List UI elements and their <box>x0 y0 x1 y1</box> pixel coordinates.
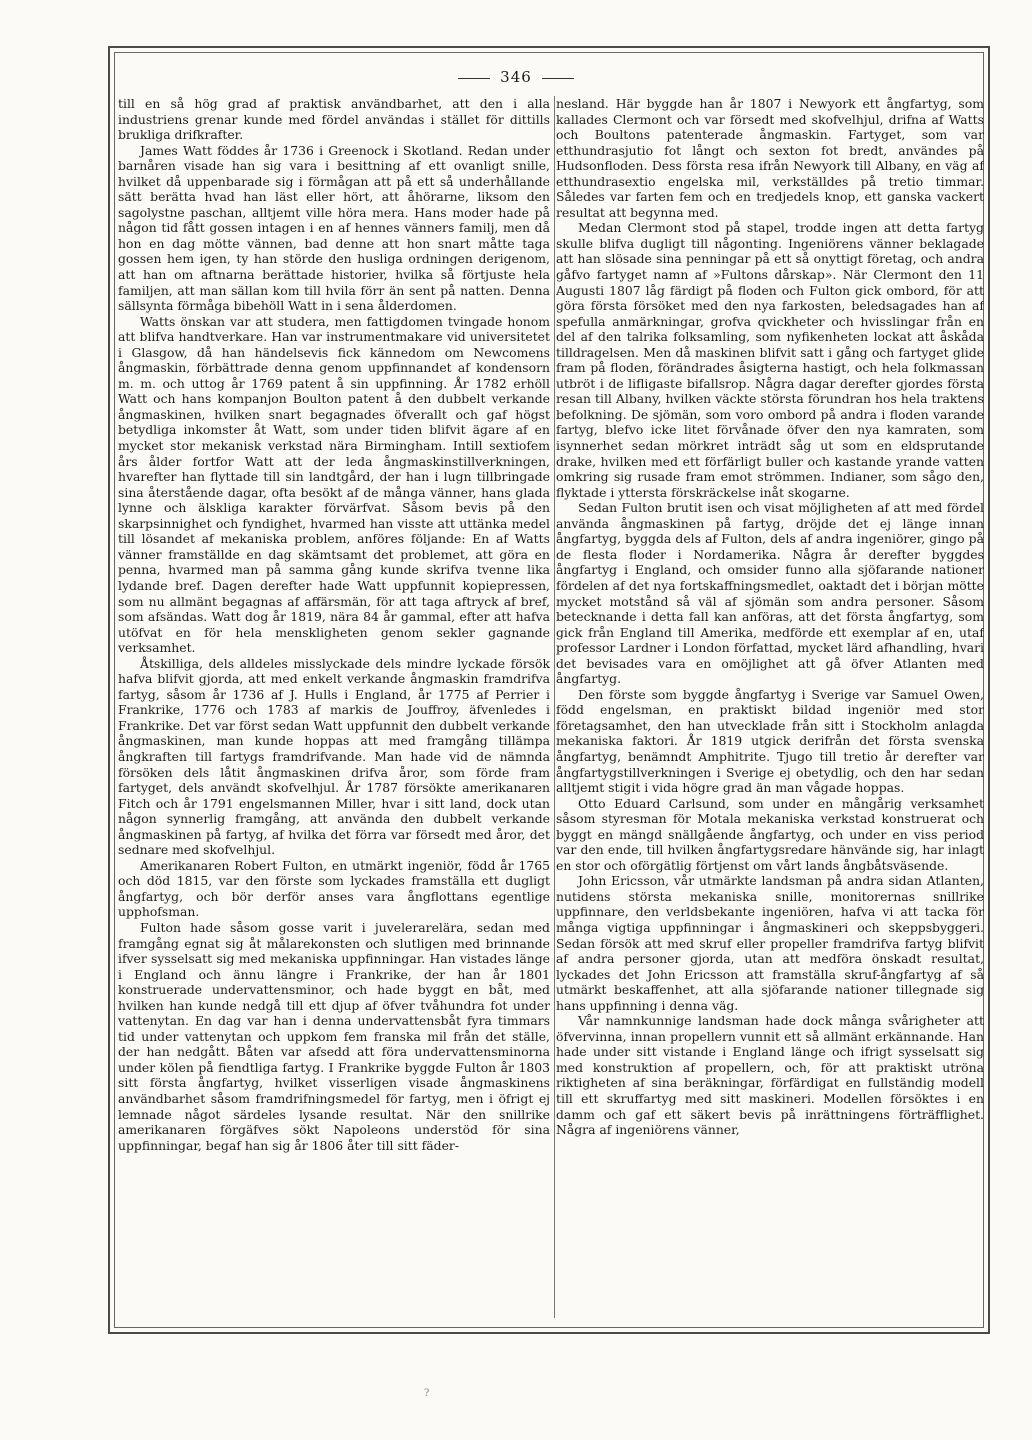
page-number <box>0 68 1032 86</box>
paragraph: Medan Clermont stod på stapel, trodde ingen att detta fartyg skulle blifva dugligt till någonting. Ingeniörens vänner beklagade att han slösade sina penningar på ett så onyttigt företag, och andra gåfvo fartyget namn af »Fultons dårskap». När Clermont den 11 Augusti 1807 låg färdigt på floden och Fulton gick ombord, för att göra första försöket med den nya farkosten, beledsagades han af spefulla anmärkningar, grofva qvickheter och hvisslingar från en del af den talrika folksamling, som nyfikenheten lockat att åskåda tilldragelsen. Men då maskinen blifvit satt i gång och fartyget glide fram på floden, förändrades åsigterna hastigt, och hela folkmassan utbröt i de lifligaste bifallsrop. Några dagar derefter gjordes första resan till Albany, hvilken väckte största förundran hos hela traktens befolkning. De sjömän, som voro ombord på andra i floden varande fartyg, blefvo icke litet förvånade öfver den nya kamraten, som isynnerhet sedan mörkret inträdt såg ut som en eldsprutande drake, hvilken med ett förfärligt buller och kastande yrande vatten omkring sig rusade fram emot strömmen. Indianer, som sågo den, flyktade i yttersta förskräckelse inåt skogarne. <box>556 220 984 500</box>
paragraph: James Watt föddes år 1736 i Greenock i Skotland. Redan under barnåren visade han sig vara i besittning af ett ovanligt snille, hvilket då uppenbarade sig i förmågan att på ett så underhållande sätt berätta hvad han läst eller hört, att åhörarne, liksom den sagolystne paschan, alltjemt ville höra mera. Hans moder hade på någon tid fått gossen intagen i en af hennes vänners familj, men då hon en dag mötte vännen, bad denne att hon snart måtte taga gossen hem igen, ty han störde den husliga ordningen derigenom, att han om aftnarna berättade historier, hvilka så förtjuste hela familjen, att man sällan kom till hvila förr än sent på natten. Denna sällsynta förmåga bibehöll Watt in i sena ålderdomen. <box>118 142 550 314</box>
footer-mark: ? <box>424 1388 430 1399</box>
dash-right <box>542 78 574 79</box>
paragraph: Vår namnkunnige landsman hade dock många svårigheter att öfvervinna, innan propellern vunnit ett så allmänt erkännande. Han hade under sitt vistande i England länge och ifrigt sysselsatt sig med konstruktion af propellern, och, för att praktiskt utröna riktigheten af sina beräkningar, förfärdigat en fullständig modell till ett skruffartyg med sitt maskineri. Modellen försöktes i en damm och gaf ett säkert bevis på inrättningens förträfflighet. Några af ingeniörens vänner, <box>556 1013 984 1138</box>
dash-left <box>458 78 490 79</box>
paragraph: John Ericsson, vår utmärkte landsman på andra sidan Atlanten, nutidens största mekaniska snille, monitorernas snillrike uppfinnare, den verldsbekante ingeniören, hafva vi att tacka för många vigtiga uppfinningar i ångmaskineri och skeppsbyggeri. Sedan försök att med skruf eller propeller framdrifva fartyg blifvit af andra personer gjorda, utan att medföra önskadt resultat, lyckades det John Ericsson att framställa skruf-ångfartyg af så utmärkt beskaffenhet, att alla sjöfarande nationer tillegnade sig hans uppfinning i denna väg. <box>556 873 984 1013</box>
paragraph: Watts önskan var att studera, men fattigdomen tvingade honom att blifva handtverkare. Han var instrumentmakare vid universitetet i Glasgow, då han händelsevis fick kännedom om Newcomens ångmaskin, förbättrade denna genom uppfinnandet af kondensorn m. m. och uttog år 1769 patent å sin uppfinning. År 1782 erhöll Watt och hans kompanjon Boulton patent å den dubbelt verkande ångmaskinen, hvilken snart begagnades öfverallt och gaf högst betydliga inkomster åt Watt, som under tiden blifvit ägare af en mycket stor mekanisk verkstad nära Birmingham. Intill sextiofem års ålder fortfor Watt att der leda ångmaskinstillverkningen, hvarefter han flyttade till sin landtgård, der han i lugn tillbringade sina återstående dagar, ofta besökt af de många vänner, hans glada lynne och älskliga karakter förvärfvat. Såsom bevis på den skarpsinnighet och fyndighet, hvarmed han visste att uttänka medel till lösandet af mekaniska problem, anföres följande: En af Watts vänner framställde en dag skämtsamt det problemet, att göra en penna, hvarmed man på samma gång kunde skrifva tvenne lika lydande bref. Dagen derefter hade Watt uppfunnit kopiepressen, som nu allmänt begagnas af affärsmän, för att taga aftryck af bref, som afsändas. Watt dog år 1819, nära 84 år gammal, efter att hafva utöfvat en för hela menskligheten genom sekler gagnande verksamhet. <box>118 313 550 656</box>
paragraph: Åtskilliga, dels alldeles misslyckade dels mindre lyckade försök hafva blifvit gjorda, att med enkelt verkande ångmaskin framdrifva fartyg, såsom år 1736 af J. Hulls i England, år 1775 af Perrier i Frankrike, 1776 och 1783 af markis de Jouffroy, äfvenledes i Frankrike. Det var först sedan Watt uppfunnit den dubbelt verkande ångmaskinen, man kunde hoppas att med framgång tillämpa ångkraften till fartygs framdrifvande. Man hade vid de nämnda försöken dels låtit ångmaskinen drifva åror, som förde fram fartyget, dels användt skofvelhjul. År 1787 försökte amerikanaren Fitch och år 1791 engelsmannen Miller, hvar i sitt land, dock utan någon synnerlig framgång, att använda den dubbelt verkande ångmaskinen på fartyg, af hvilka det förra var försedt med åror, det sednare med skofvelhjul. <box>118 655 550 858</box>
paragraph: nesland. Här byggde han år 1807 i Newyork ett ångfartyg, som kallades Clermont och var försedt med skofvelhjul, drifna af Watts och Boultons patenterade ångmaskin. Fartyget, som var etthundrasjutio fot långt och sexton fot bredt, användes på Hudsonfloden. Dess första resa ifrån Newyork till Albany, en väg af etthundrasextio engelska mil, verkställdes på tretio timmar. Således var farten fem och en tredjedels knop, ett ganska vackert resultat att begynna med. <box>556 96 984 220</box>
paragraph: till en så hög grad af praktisk användbarhet, att den i alla industriens grenar kunde med fördel användas i stället för dittills brukliga drifkrafter. <box>118 96 550 143</box>
page-number-text: 346 <box>500 68 532 86</box>
paragraph: Amerikanaren Robert Fulton, en utmärkt ingeniör, född år 1765 och död 1815, var den förste som lyckades framställa ett dugligt ångfartyg, och bör derför anses vara ångflottans egentlige upphofsman. <box>118 857 550 920</box>
right-column <box>556 96 984 1318</box>
paragraph: Fulton hade såsom gosse varit i juvelerarelära, sedan med framgång egnat sig åt målarekonsten och slutligen med brinnande ifver sysselsatt sig med mekaniska uppfinningar. Han vistades länge i England och ännu längre i Frankrike, der han år 1801 konstruerade undervattensminor, och hade byggt en båt, med hvilken han kunde nedgå till ett djup af öfver tvåhundra fot under vattenytan. En dag var han i denna undervattensbåt fyra timmars tid under vattenytan och uppkom fem franska mil från det ställe, der han nedgått. Båten var afsedd att föra undervattensminorna under kölen på fiendtliga fartyg. I Frankrike byggde Fulton år 1803 sitt första ångfartyg, hvilket visserligen visade ångmaskinens användbarhet såsom framdrifningsmedel för fartyg, men i öfrigt ej lemnade något särdeles lysande resultat. När den snillrike amerikanaren förgäfves sökt Napoleons understöd för sina uppfinningar, begaf han sig år 1806 åter till sitt fäder- <box>118 919 550 1153</box>
paragraph: Sedan Fulton brutit isen och visat möjligheten af att med fördel använda ångmaskinen på fartyg, dröjde det ej länge innan ångfartyg, byggda dels af Fulton, dels af andra ingeniörer, gingo på de flesta floder i Nordamerika. Några år derefter byggdes ångfartyg i England, och omsider funno alla sjöfarande nationer fördelen af det nya fortskaffningsmedlet, oaktadt det i början mötte mycket motstånd så väl af sjömän som andra personer. Såsom betecknande i detta fall kan anföras, att det första ångfartyg, som gick från England till Amerika, medförde ett exemplar af en, utaf professor Lardner i London författad, mycket lärd afhandling, hvari det bevisades vara en omöjlighet att gå öfver Atlanten med ångfartyg. <box>556 500 984 687</box>
paragraph: Otto Eduard Carlsund, som under en mångårig verksamhet såsom styresman för Motala mekaniska verkstad konstruerat och byggt en mängd snällgående ångfartyg, och under en viss period var den ende, till hvilken ångfartygsredare hänvände sig, har inlagt en stor och oförgätlig förtjenst om vårt lands ångbåtsväsende. <box>556 795 984 873</box>
column-divider <box>554 96 555 1318</box>
left-column <box>118 96 550 1318</box>
paragraph: Den förste som byggde ångfartyg i Sverige var Samuel Owen, född engelsman, en praktiskt bildad ingeniör med stor företagsamhet, den han utvecklade från sitt i Stockholm anlagda mekaniska faktori. År 1819 utgick derifrån det första svenska ångfartyg, benämndt Amphitrite. Tjugo till tretio år derefter var ångfartygstillverkningen i Sverige ej obetydlig, och den har sedan alltjemt stigit i vida högre grad än man vågade hoppas. <box>556 686 984 796</box>
